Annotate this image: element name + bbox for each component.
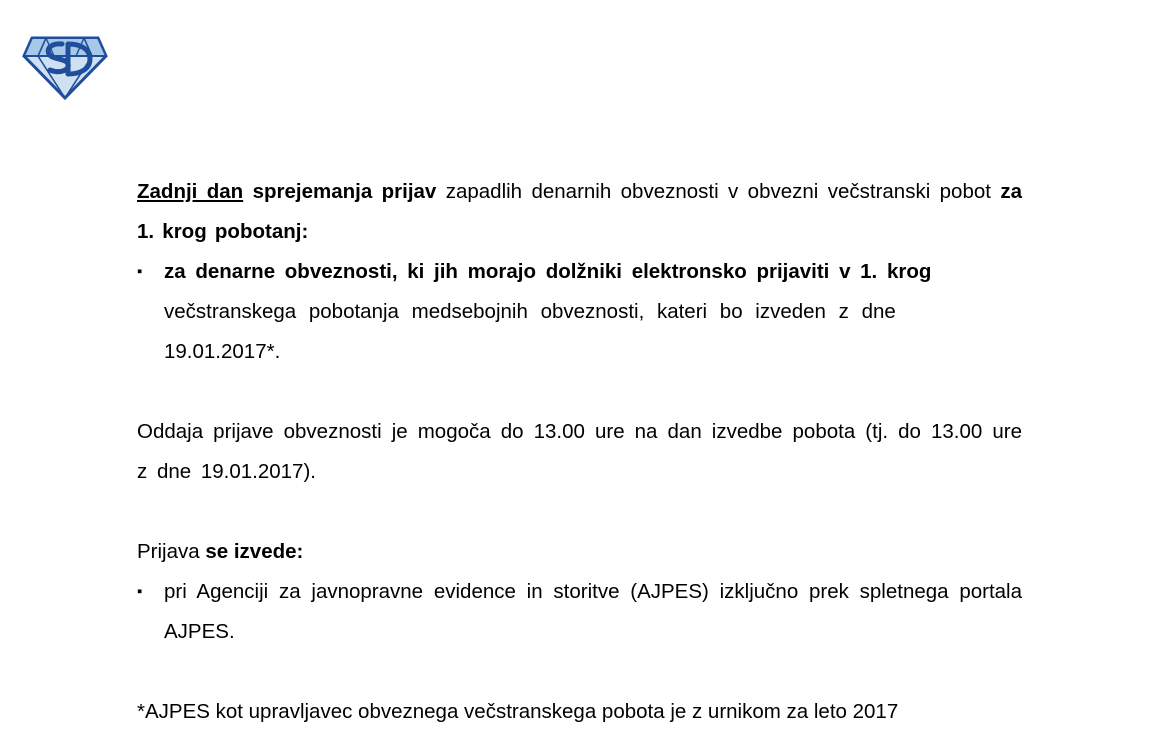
spacer bbox=[137, 652, 1022, 692]
bullet-square-icon: ▪ bbox=[137, 583, 143, 600]
apply-plain: Prijava bbox=[137, 540, 206, 563]
slide-body bbox=[137, 172, 1022, 732]
bullet-1-line2: večstranskega pobotanja medsebojnih obveznosti, kateri bo izveden z dne bbox=[164, 300, 896, 323]
list-item bbox=[137, 572, 1022, 652]
paragraph-submission-time: Oddaja prijave obveznosti je mogoča do 13.00 ure na dan izvedbe pobota (tj. do 13.00 ure z dne 19.01.2017). bbox=[137, 420, 1022, 483]
logo-svg bbox=[22, 30, 108, 102]
paragraph-deadline bbox=[137, 172, 1022, 252]
lead-rest: zapadlih denarnih obveznosti v obvezni večstranski pobot bbox=[436, 180, 1001, 203]
bullet-1-line3: 19.01.2017*. bbox=[164, 340, 281, 363]
spacer bbox=[137, 372, 1022, 412]
lead-underlined-bold: Zadnji dan bbox=[137, 180, 244, 203]
bullet-square-icon: ▪ bbox=[137, 263, 143, 280]
lead-bold-tail: za 1. krog pobotanj: bbox=[137, 180, 1023, 243]
paragraph-how-to-apply bbox=[137, 532, 1022, 572]
sd-diamond-logo bbox=[22, 30, 108, 102]
bullet-2-text: pri Agenciji za javnopravne evidence in storitve (AJPES) izključno prek spletnega portala AJPES. bbox=[164, 580, 1022, 643]
paragraph-footnote: *AJPES kot upravljavec obveznega večstranskega pobota je z urnikom za leto 2017 bbox=[137, 700, 899, 723]
lead-bold: sprejemanja prijav bbox=[243, 180, 437, 203]
list-item bbox=[137, 252, 1022, 372]
spacer bbox=[137, 492, 1022, 532]
bullet-1-line1: za denarne obveznosti, ki jih morajo dolžniki elektronsko prijaviti v 1. krog bbox=[164, 260, 932, 283]
bullet-1-text bbox=[164, 252, 1022, 372]
apply-bold: se izvede: bbox=[205, 540, 304, 563]
